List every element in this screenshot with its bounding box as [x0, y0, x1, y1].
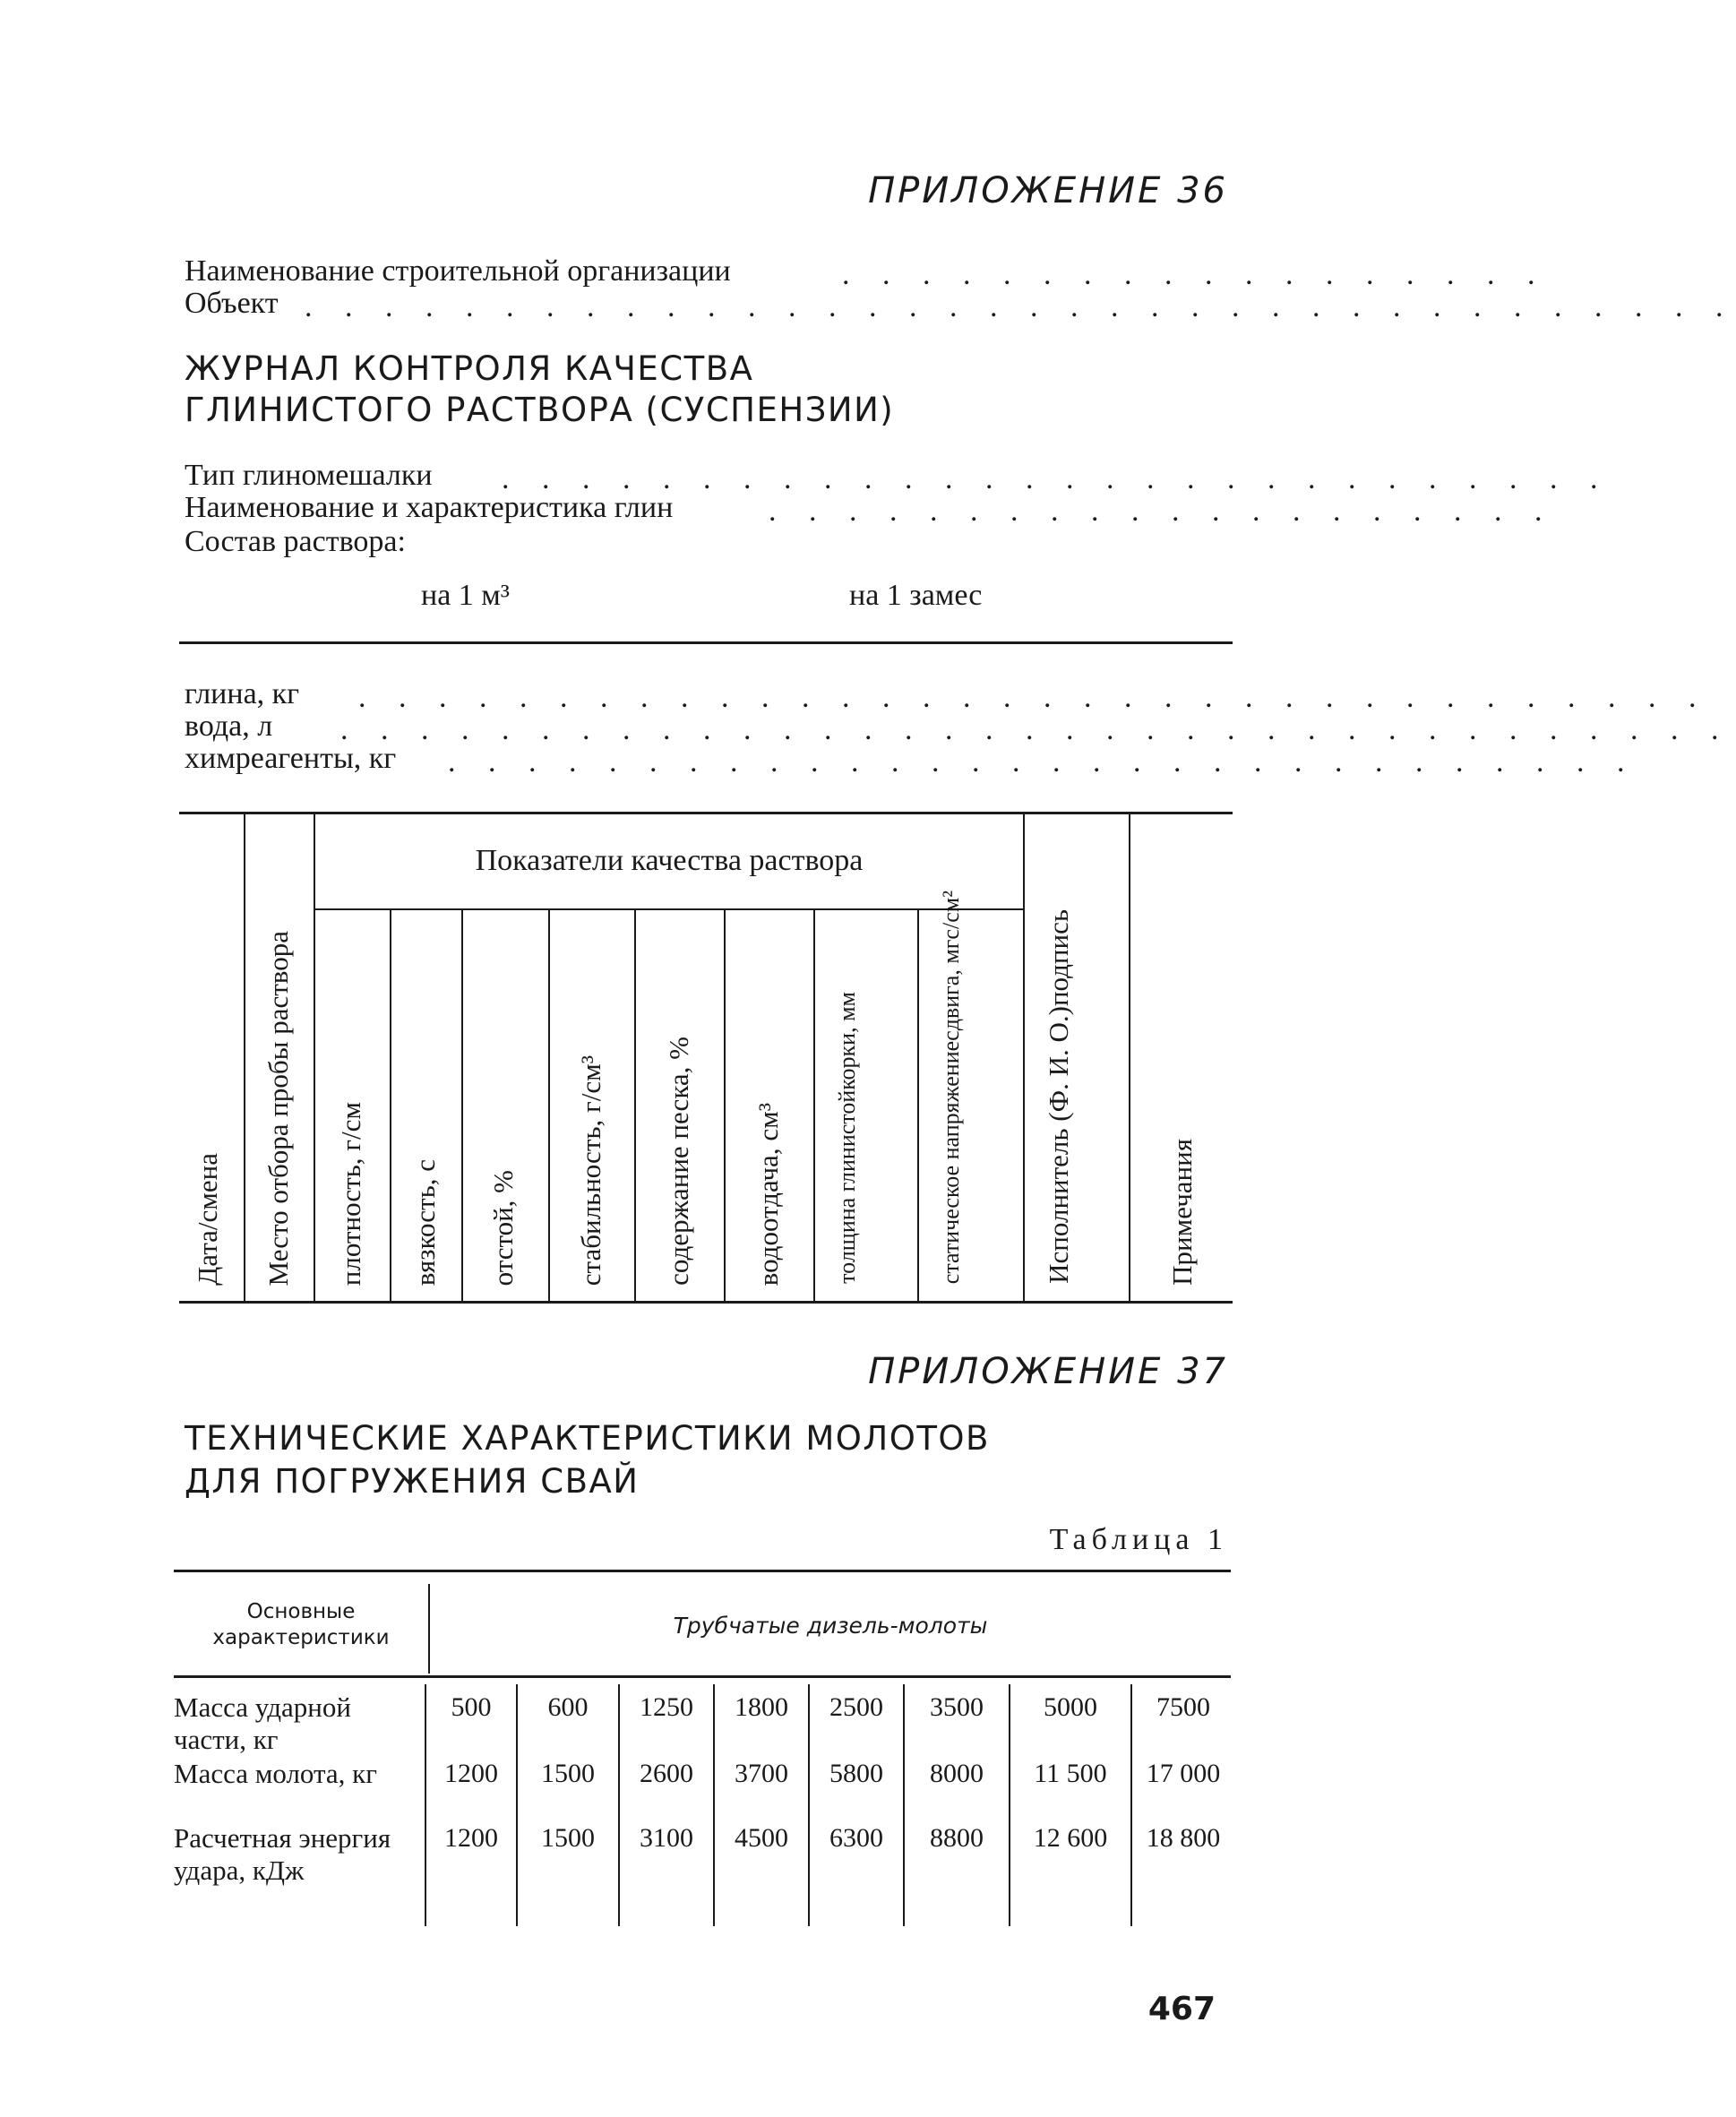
- page-number: 467: [1147, 1991, 1216, 2027]
- object-label: Объект: [185, 287, 279, 320]
- row-label: Расчетная энергия удара, кДж: [174, 1822, 391, 1886]
- col-sand-content: содержание песка, %: [663, 1037, 694, 1286]
- col-notes: Примечания: [1166, 1139, 1198, 1286]
- col-water-loss: водоотдача, см³: [752, 1102, 784, 1286]
- journal-title-line2: ГЛИНИСТОГО РАСТВОРА (СУСПЕНЗИИ): [185, 391, 895, 429]
- table-cell: 3100: [640, 1823, 693, 1853]
- diesel-hammers-header: Трубчатые дизель-молоты: [673, 1613, 988, 1639]
- ingredient-clay-dots: . . . . . . . . . . . . . . . . . . . . . . . . . . . . . . . . . .: [358, 681, 1709, 714]
- col-executor: [1043, 909, 1075, 1284]
- clay-characteristics-label: Наименование и характеристика глин: [185, 491, 674, 524]
- col-divider: [1130, 1684, 1132, 1926]
- table-cell: 2500: [829, 1692, 883, 1722]
- table-cell: 18 800: [1146, 1823, 1221, 1853]
- org-name-dots: . . . . . . . . . . . . . . . . . .: [842, 258, 1548, 291]
- per-m3-label: на 1 м³: [421, 579, 510, 612]
- col-divider: [425, 1684, 426, 1926]
- table-cell: 12 600: [1033, 1823, 1108, 1853]
- col-executor-line2: подпись: [1043, 909, 1074, 1007]
- appendix-36-heading: ПРИЛОЖЕНИЕ 36: [868, 170, 1228, 211]
- table-cell: 1200: [444, 1759, 498, 1788]
- ingredient-water-dots: . . . . . . . . . . . . . . . . . . . . . . . . . . . . . . . . . . .: [340, 713, 1732, 746]
- col-divider: [917, 910, 919, 1301]
- col-filter-cake-line1: толщина глинистой: [834, 1089, 860, 1284]
- table-cell: 600: [547, 1692, 589, 1722]
- col-divider: [618, 1684, 620, 1926]
- table-cell: 17 000: [1146, 1759, 1221, 1788]
- col-filter-cake: [833, 992, 861, 1284]
- hammer-title-line1: ТЕХНИЧЕСКИЕ ХАРАКТЕРИСТИКИ МОЛОТОВ: [185, 1419, 990, 1458]
- col-divider: [390, 910, 391, 1301]
- col-stability: стабильность, г/см³: [575, 1054, 606, 1286]
- table-cell: 3500: [930, 1692, 984, 1722]
- table-label: Таблица 1: [1049, 1523, 1228, 1556]
- org-name-label: Наименование строительной организации: [185, 254, 731, 288]
- table-bottom-rule: [179, 1301, 1233, 1304]
- ingredient-chemicals-dots: . . . . . . . . . . . . . . . . . . . . . . . . . . . . . .: [448, 745, 1637, 779]
- col-settling: отстой, %: [487, 1169, 519, 1286]
- row-label: Масса ударной части, кг: [174, 1691, 351, 1755]
- table-cell: 1250: [640, 1692, 693, 1722]
- table-cell: 500: [451, 1692, 492, 1722]
- col-divider: [461, 910, 463, 1301]
- table-cell: 6300: [829, 1823, 883, 1853]
- table-cell: 8800: [930, 1823, 984, 1853]
- col-divider: [1129, 814, 1130, 1301]
- col-static-shear-line2: сдвига, мгс/см²: [938, 890, 964, 1041]
- col-density: плотность, г/см: [335, 1101, 366, 1286]
- table-cell: 1200: [444, 1823, 498, 1853]
- col-date-shift: Дата/смена: [192, 1153, 223, 1286]
- col-sample-location: Место отбора пробы раствора: [262, 930, 294, 1286]
- divider: [179, 641, 1233, 644]
- col-divider: [813, 910, 815, 1301]
- table-cell: 5800: [829, 1759, 883, 1788]
- mixer-type-dots: . . . . . . . . . . . . . . . . . . . . . . . . . . . .: [502, 462, 1611, 495]
- table-cell: 8000: [930, 1759, 984, 1788]
- table-cell: 3700: [735, 1759, 788, 1788]
- row-label: Масса молота, кг: [174, 1758, 377, 1789]
- col-divider: [903, 1684, 905, 1926]
- hammer-title-line2: ДЛЯ ПОГРУЖЕНИЯ СВАЙ: [185, 1462, 640, 1501]
- object-dots: . . . . . . . . . . . . . . . . . . . . . . . . . . . . . . . . . . . .: [305, 290, 1736, 323]
- col-divider: [1009, 1684, 1010, 1926]
- mixer-type-label: Тип глиномешалки: [185, 459, 433, 492]
- table-cell: 1500: [541, 1823, 595, 1853]
- col-executor-line1: Исполнитель (Ф. И. О.): [1043, 1006, 1074, 1284]
- table-cell: 11 500: [1034, 1759, 1107, 1788]
- col-divider: [713, 1684, 715, 1926]
- col-filter-cake-line2: корки, мм: [834, 992, 860, 1090]
- header-bottom-rule: [174, 1675, 1231, 1678]
- col-viscosity: вязкость, с: [409, 1158, 441, 1286]
- characteristics-header: Основные характеристики: [212, 1600, 390, 1649]
- col-divider: [724, 910, 726, 1301]
- appendix-37-heading: ПРИЛОЖЕНИЕ 37: [868, 1351, 1228, 1392]
- col-divider: [1023, 814, 1025, 1301]
- table-top-rule: [174, 1570, 1231, 1572]
- ingredient-chemicals: химреагенты, кг: [185, 742, 397, 775]
- per-batch-label: на 1 замес: [849, 579, 983, 612]
- quality-group-header: Показатели качества раствора: [475, 844, 864, 877]
- col-divider: [634, 910, 636, 1301]
- col-divider: [516, 1684, 518, 1926]
- table-top-rule: [179, 812, 1233, 814]
- journal-title-line1: ЖУРНАЛ КОНТРОЛЯ КАЧЕСТВА: [185, 349, 754, 388]
- col-divider: [314, 814, 315, 1301]
- table-cell: 7500: [1156, 1692, 1210, 1722]
- composition-label: Состав раствора:: [185, 525, 406, 558]
- col-divider: [548, 910, 550, 1301]
- col-divider: [244, 814, 245, 1301]
- ingredient-water: вода, л: [185, 710, 273, 743]
- table-cell: 5000: [1044, 1692, 1097, 1722]
- ingredient-clay: глина, кг: [185, 677, 300, 710]
- table-cell: 2600: [640, 1759, 693, 1788]
- col-divider: [808, 1684, 810, 1926]
- table-cell: 1800: [735, 1692, 788, 1722]
- clay-characteristics-dots: . . . . . . . . . . . . . . . . . . . .: [769, 495, 1555, 528]
- table-cell: 1500: [541, 1759, 595, 1788]
- table-cell: 4500: [735, 1823, 788, 1853]
- col-static-shear: [937, 891, 965, 1284]
- col-static-shear-line1: статическое напряжение: [938, 1040, 964, 1284]
